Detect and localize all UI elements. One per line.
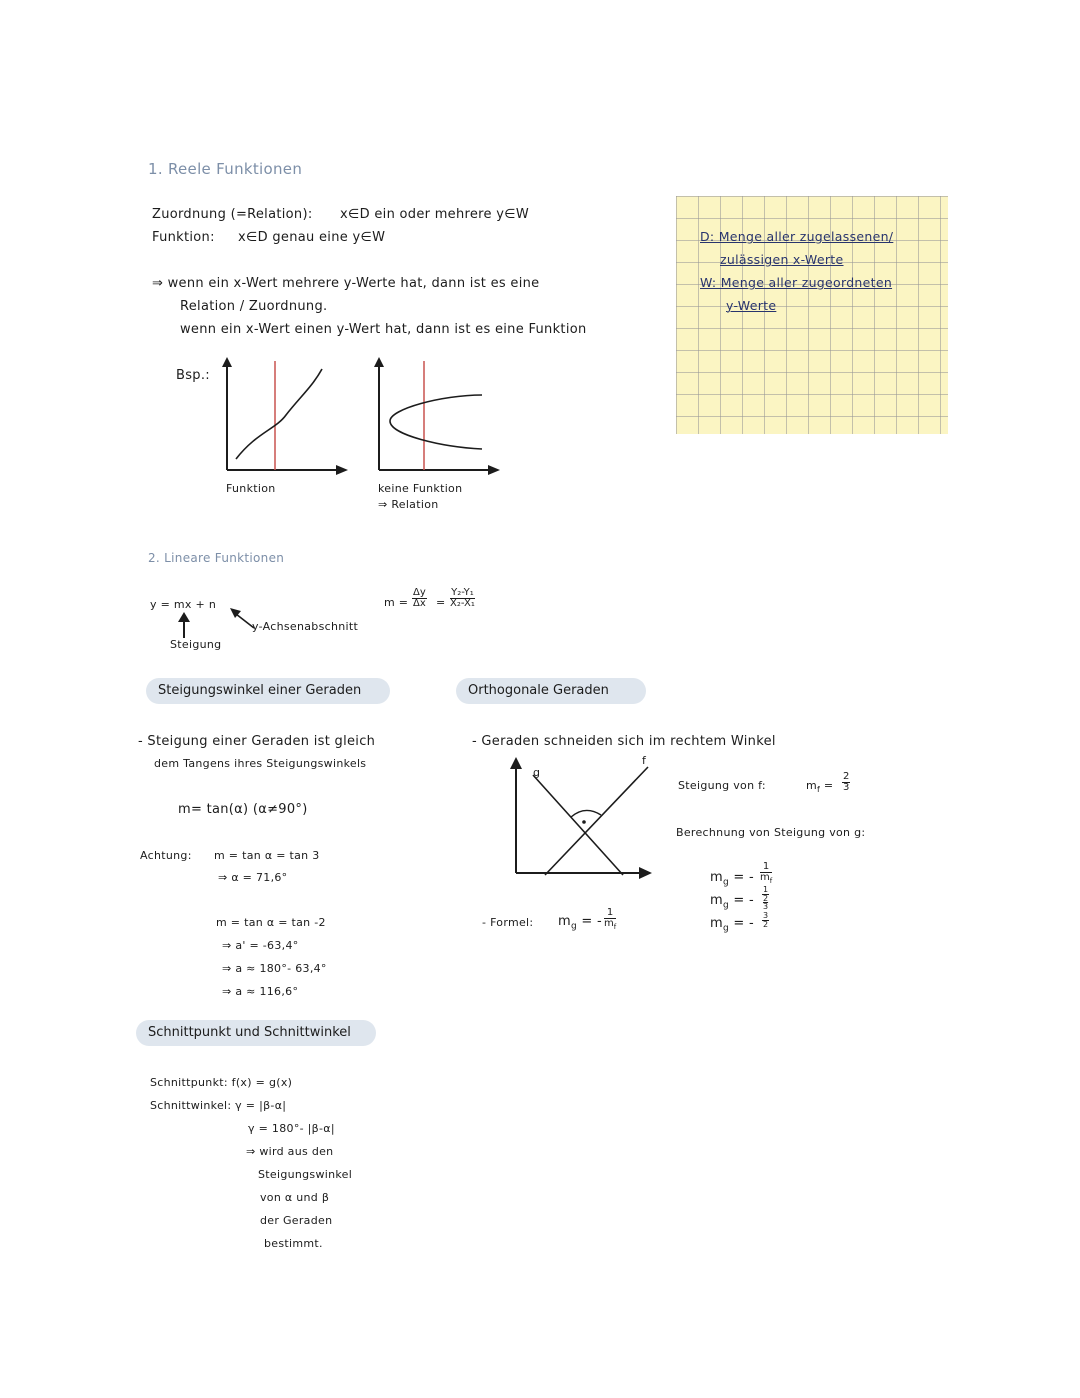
steigung-label: Steigung	[170, 638, 222, 651]
formel-fraction	[604, 908, 616, 932]
implication-line-2: Relation / Zuordnung.	[180, 299, 328, 314]
funktion-rule: x∈D genau eine y∈W	[238, 230, 386, 245]
schnittpunkt-line-3: γ = 180°- |β-α|	[248, 1122, 335, 1135]
schnittpunkt-line-6: von α und β	[260, 1191, 330, 1204]
slope-formula-points	[450, 588, 475, 609]
example-2-line-2: ⇒ a' = -63,4°	[222, 939, 299, 952]
orthogonale-line-1: - Geraden schneiden sich im rechtem Winkel	[472, 734, 776, 749]
steigungswinkel-heading	[146, 678, 390, 704]
graph-funktion-caption: Funktion	[226, 482, 276, 495]
slope-formula-eq: =	[436, 596, 446, 609]
example-2-line-3: ⇒ a ≈ 180°- 63,4°	[222, 962, 327, 975]
slope-formula-m: m =	[384, 596, 409, 609]
schnittpunkt-line-5: Steigungswinkel	[258, 1168, 353, 1181]
calc-1-mg: $m_g$ = -	[710, 870, 755, 888]
steigung-arrow	[178, 612, 190, 638]
zuordnung-label: Zuordnung (=Relation):	[152, 207, 313, 222]
sticky-note-definitions	[676, 196, 948, 434]
achtung-label: Achtung:	[140, 849, 192, 862]
steigungswinkel-line-2: dem Tangens ihres Steigungswinkels	[154, 757, 367, 770]
sticky-note-line-2: zulässigen x-Werte	[720, 252, 844, 267]
calc-1-m: m	[710, 870, 723, 885]
formel-den-sub: f	[613, 923, 617, 931]
orthogonale-heading	[456, 678, 646, 704]
graph-relation-caption-1: keine Funktion	[378, 482, 463, 495]
formel-mg-sub: g	[570, 921, 577, 932]
slope-formula-delta	[412, 588, 427, 609]
mf-value	[842, 772, 850, 793]
implication-line-3: wenn ein x-Wert einen y-Wert hat, dann ist es eine Funktion	[180, 322, 587, 337]
mf-m: m	[806, 779, 818, 792]
graph-relation	[370, 355, 505, 475]
calc-2-num: 1	[763, 885, 769, 894]
example-label: Bsp.:	[176, 368, 210, 383]
implication-line-1: ⇒ wenn ein x-Wert mehrere y-Werte hat, dann ist es eine	[152, 276, 540, 291]
example-1-line-1: m = tan α = tan 3	[214, 849, 320, 862]
formel-label: - Formel:	[482, 916, 534, 929]
graph-relation-caption-2: ⇒ Relation	[378, 498, 439, 511]
achsenabschnitt-label: y-Achsenabschnitt	[252, 620, 359, 633]
mf-symbol: $m_f$ =	[806, 779, 834, 795]
calc-2-sub: g	[722, 900, 729, 911]
delta-y: Δy	[413, 587, 426, 598]
sticky-note-line-1: D: Menge aller zugelassenen/	[700, 229, 894, 244]
steigungswinkel-heading-text: Steigungswinkel einer Geraden	[158, 683, 362, 698]
formel-mg: $m_g$ = -	[558, 914, 603, 932]
line-label-g: g	[533, 766, 541, 779]
calc-2-m: m	[710, 893, 723, 908]
schnittpunkt-line-7: der Geraden	[260, 1214, 333, 1227]
linear-equation: y = mx + n	[150, 598, 217, 611]
calc-2-den	[762, 895, 769, 911]
calc-2-fraction	[762, 886, 769, 911]
section-1-title: 1. Reele Funktionen	[148, 160, 303, 178]
formel-den-m: m	[604, 918, 614, 929]
calc-2-mg: $m_g$ = -	[710, 893, 755, 911]
formel-fraction-den	[604, 919, 616, 932]
schnittpunkt-line-8: bestimmt.	[264, 1237, 323, 1250]
orthogonale-heading-text: Orthogonale Geraden	[468, 683, 609, 698]
calc-1-den-m: m	[760, 872, 770, 883]
funktion-label: Funktion:	[152, 230, 215, 245]
sticky-note-line-3: W: Menge aller zugeordneten	[700, 275, 893, 290]
schnittpunkt-heading-text: Schnittpunkt und Schnittwinkel	[148, 1025, 351, 1040]
zuordnung-rule: x∈D ein oder mehrere y∈W	[340, 207, 530, 222]
delta-x: Δx	[413, 598, 426, 609]
x-difference: X₂-X₁	[450, 598, 475, 609]
y-difference: Y₂-Y₁	[451, 587, 474, 598]
schnittpunkt-heading	[136, 1020, 376, 1046]
mf-sub: f	[817, 785, 821, 795]
schnittpunkt-line-2: Schnittwinkel: γ = |β-α|	[150, 1099, 287, 1112]
line-label-f: f	[642, 754, 647, 767]
calc-3-sub: g	[722, 923, 729, 934]
graph-funktion	[218, 355, 353, 475]
calc-3-den: 2	[763, 920, 769, 929]
schnittpunkt-line-4: ⇒ wird aus den	[246, 1145, 334, 1158]
sticky-note-line-4: y-Werte	[726, 298, 777, 313]
calc-1-den-sub: f	[769, 877, 773, 885]
schnittpunkt-line-1: Schnittpunkt: f(x) = g(x)	[150, 1076, 293, 1089]
calc-2-den-num: 2	[763, 894, 769, 903]
section-2-title: 2. Lineare Funktionen	[148, 551, 285, 565]
example-1-line-2: ⇒ α = 71,6°	[218, 871, 288, 884]
steigungswinkel-line-1: - Steigung einer Geraden ist gleich	[138, 734, 376, 749]
calc-1-num: 1	[760, 862, 772, 873]
calc-1-fraction	[760, 862, 772, 886]
example-2-line-1: m = tan α = tan -2	[216, 916, 326, 929]
mf-value-den: 3	[843, 782, 850, 793]
mf-value-num: 2	[843, 771, 850, 782]
calc-3-mg: $m_g$ = -	[710, 916, 755, 934]
berechnung-label: Berechnung von Steigung von g:	[676, 826, 866, 839]
formel-fraction-num: 1	[604, 908, 616, 919]
steigungswinkel-formula: m= tan(α) (α≠90°)	[178, 802, 308, 817]
steigung-von-f: Steigung von f:	[678, 779, 766, 792]
calc-3-num: 3	[763, 911, 769, 920]
calc-2-den-den: 3	[763, 902, 769, 911]
calc-3-m: m	[710, 916, 723, 931]
calc-1-sub: g	[722, 877, 729, 888]
orthogonal-lines-graph	[505, 755, 655, 880]
example-2-line-4: ⇒ a ≈ 116,6°	[222, 985, 299, 998]
calc-3-fraction	[762, 912, 769, 929]
formel-mg-m: m	[558, 914, 571, 929]
